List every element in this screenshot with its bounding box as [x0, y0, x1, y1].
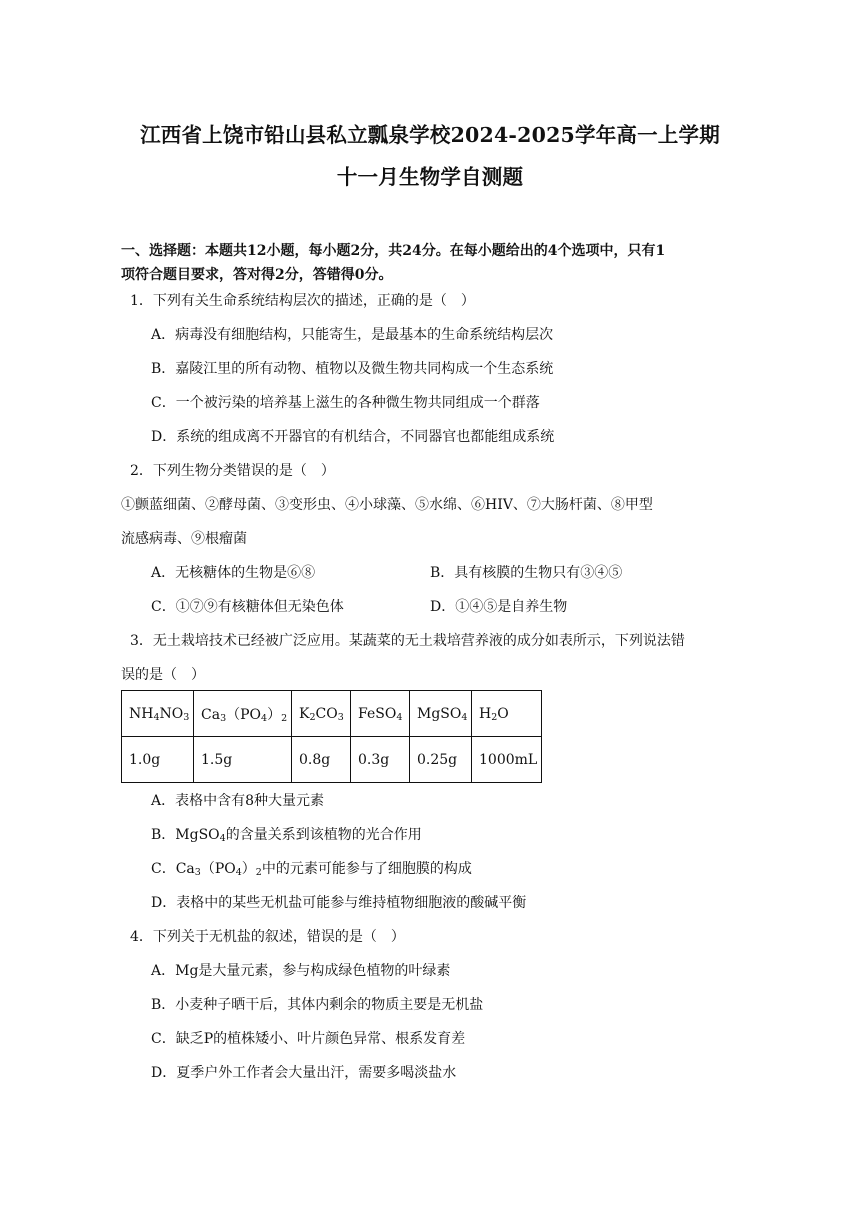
table-cell-value: 1000mL	[472, 737, 542, 783]
q4-option-d: D．夏季户外工作者会大量出汗，需要多喝淡盐水	[151, 1065, 457, 1081]
q2-organism-list-line2: 流感病毒、⑨根瘤菌	[121, 531, 247, 547]
q3-stem-line1: 3．无土栽培技术已经被广泛应用。某蔬菜的无土栽培营养液的成分如表所示，下列说法错	[130, 633, 685, 649]
section-heading-line1: 一、选择题：本题共12小题，每小题2分，共24分。在每小题给出的4个选项中，只有1	[121, 243, 666, 259]
table-header-row	[122, 691, 542, 737]
table-cell-nh4no3: $NH_4NO_3$	[122, 691, 194, 737]
q3-option-d: D．表格中的某些无机盐可能参与维持植物细胞液的酸碱平衡	[151, 895, 527, 911]
table-cell-mgso4: MgSO$_4$	[410, 691, 472, 737]
q2-option-a: A．无核糖体的生物是⑥⑧	[151, 565, 316, 581]
table-cell-h2o: $H_2O$	[472, 691, 542, 737]
table-cell-value: 1.0g	[122, 737, 194, 783]
nutrient-solution-table	[121, 690, 542, 783]
q2-organism-list-line1: ①颤蓝细菌、②酵母菌、③变形虫、④小球藻、⑤水绵、⑥HIV、⑦大肠杆菌、⑧甲型	[121, 497, 653, 513]
table-cell-feso4: FeSO$_4$	[351, 691, 410, 737]
table-cell-value: 0.8g	[292, 737, 351, 783]
q2-option-c: C．①⑦⑨有核糖体但无染色体	[151, 599, 344, 615]
q1-option-c: C．一个被污染的培养基上滋生的各种微生物共同组成一个群落	[151, 395, 540, 411]
table-value-row	[122, 737, 542, 783]
q3-option-b: B．MgSO$_4$的含量关系到该植物的光合作用	[151, 827, 422, 844]
q2-stem: 2．下列生物分类错误的是（ ）	[130, 463, 335, 479]
q1-option-d: D．系统的组成离不开器官的有机结合，不同器官也都能组成系统	[151, 429, 555, 445]
q4-option-a: A．Mg是大量元素，参与构成绿色植物的叶绿素	[151, 963, 451, 979]
table-cell-value: 0.3g	[351, 737, 410, 783]
table-cell-ca3po42: $Ca_3(PO_4)_2$	[194, 691, 292, 737]
q1-option-a: A．病毒没有细胞结构，只能寄生，是最基本的生命系统结构层次	[151, 327, 554, 343]
q4-stem: 4．下列关于无机盐的叙述，错误的是（ ）	[130, 929, 405, 945]
q2-option-b: B．具有核膜的生物只有③④⑤	[430, 565, 623, 581]
q1-option-b: B．嘉陵江里的所有动物、植物以及微生物共同构成一个生态系统	[151, 361, 554, 377]
section-heading-line2: 项符合题目要求，答对得2分，答错得0分。	[121, 267, 393, 283]
document-title-line1: 江西省上饶市铅山县私立瓢泉学校2024-2025学年高一上学期	[140, 123, 720, 147]
q3-stem-line2: 误的是（ ）	[121, 667, 205, 683]
q3-option-c: C．$Ca_3(PO_4)_2$中的元素可能参与了细胞膜的构成	[151, 861, 472, 878]
table-cell-value: 1.5g	[194, 737, 292, 783]
q1-stem: 1．下列有关生命系统结构层次的描述，正确的是（ ）	[130, 293, 475, 309]
q2-option-d: D．①④⑤是自养生物	[430, 599, 568, 615]
table-cell-value: 0.25g	[410, 737, 472, 783]
q4-option-b: B．小麦种子晒干后，其体内剩余的物质主要是无机盐	[151, 997, 484, 1013]
q4-option-c: C．缺乏P的植株矮小、叶片颜色异常、根系发育差	[151, 1031, 466, 1047]
document-title-line2: 十一月生物学自测题	[336, 165, 524, 189]
q3-option-a: A．表格中含有8种大量元素	[151, 793, 325, 809]
table-cell-k2co3: $K_2CO_3$	[292, 691, 351, 737]
